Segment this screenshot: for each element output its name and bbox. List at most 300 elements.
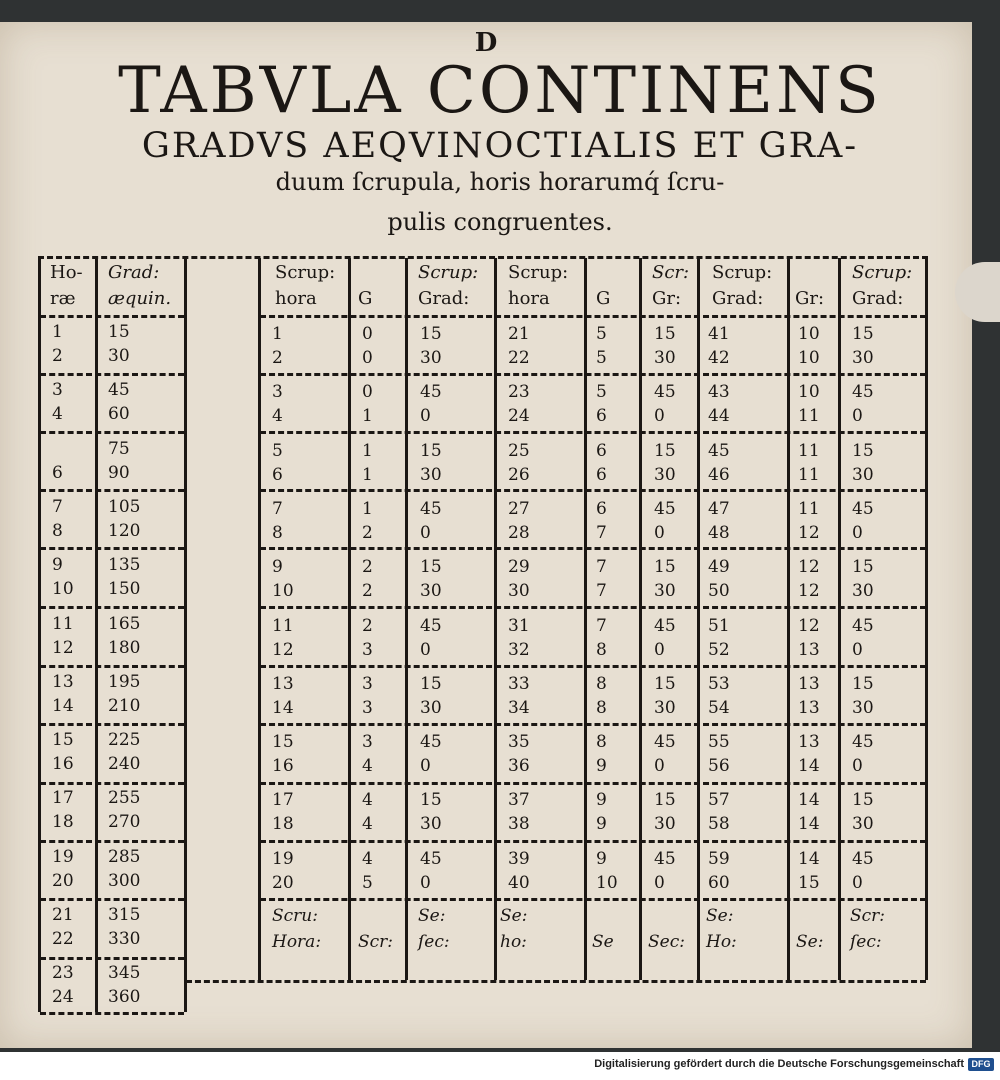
minutes-cell: 30 — [654, 581, 676, 602]
minutes-cell: 30 — [852, 464, 874, 485]
degrees-cell: 90 — [108, 462, 130, 483]
title-line-1: TABVLA CONTINENS — [118, 54, 882, 128]
table-vertical-rule — [787, 258, 790, 980]
minutes-cell: 3 — [362, 673, 373, 694]
minutes-cell: 53 — [708, 673, 730, 694]
degrees-cell: 165 — [108, 613, 141, 634]
minutes-cell: 15 — [420, 324, 442, 344]
minutes-cell: 39 — [508, 848, 530, 869]
minutes-cell: 9 — [596, 848, 607, 869]
minutes-cell: 3 — [362, 732, 373, 753]
minutes-cell: 4 — [362, 848, 373, 869]
minutes-cell: 6 — [596, 498, 607, 519]
minutes-cell: 13 — [798, 673, 820, 694]
minutes-cell: 15 — [852, 324, 874, 344]
minutes-cell: 37 — [508, 790, 530, 811]
table-footer-label-top: Scr: — [850, 906, 886, 926]
minutes-cell: 1 — [362, 406, 373, 427]
column-header-top: Scrup: — [852, 262, 913, 283]
hours-cell: 13 — [52, 671, 74, 692]
degrees-cell: 345 — [108, 963, 141, 984]
minutes-cell: 33 — [508, 673, 530, 694]
hours-group-rule — [40, 315, 184, 318]
minutes-cell: 56 — [708, 756, 730, 777]
minutes-cell: 10 — [272, 581, 294, 602]
minutes-cell: 10 — [798, 324, 820, 344]
minutes-cell: 0 — [654, 756, 665, 777]
minutes-cell: 10 — [798, 382, 820, 403]
degrees-cell: 180 — [108, 637, 141, 658]
minutes-cell: 14 — [798, 814, 820, 835]
minutes-cell: 0 — [362, 382, 373, 403]
degrees-cell: 300 — [108, 870, 141, 891]
table-footer-label-top: Se: — [706, 906, 734, 926]
table-footer-label-top: Se: — [500, 906, 528, 926]
minutes-cell: 5 — [596, 324, 607, 344]
minutes-cell: 5 — [596, 382, 607, 403]
minutes-cell: 11 — [798, 406, 820, 427]
minutes-cell: 45 — [654, 382, 676, 403]
minutes-cell: 45 — [654, 615, 676, 636]
minutes-cell: 24 — [508, 406, 530, 427]
minutes-cell: 15 — [272, 732, 294, 753]
minutes-cell: 15 — [420, 440, 442, 461]
minutes-cell: 32 — [508, 639, 530, 660]
hours-cell: 19 — [52, 846, 74, 867]
degrees-cell: 195 — [108, 671, 141, 692]
degrees-cell: 360 — [108, 987, 141, 1008]
minutes-cell: 1 — [362, 498, 373, 519]
minutes-cell: 18 — [272, 814, 294, 835]
minutes-cell: 3 — [362, 639, 373, 660]
degrees-cell: 240 — [108, 754, 141, 775]
minutes-group-rule — [260, 489, 926, 492]
minutes-cell: 25 — [508, 440, 530, 461]
minutes-cell: 14 — [798, 848, 820, 869]
hours-group-rule — [40, 431, 184, 434]
table-vertical-rule — [925, 258, 928, 980]
column-header-bottom: Gr: — [652, 288, 682, 309]
table-footer-label-bottom: Se — [592, 932, 614, 952]
minutes-cell: 30 — [852, 697, 874, 718]
minutes-cell: 0 — [362, 348, 373, 368]
table-vertical-rule — [639, 258, 642, 980]
minutes-cell: 10 — [798, 348, 820, 368]
minutes-cell: 11 — [798, 440, 820, 461]
minutes-cell: 5 — [272, 440, 283, 461]
table-footer-label-top: Scru: — [272, 906, 318, 926]
minutes-cell: 31 — [508, 615, 530, 636]
column-header-bottom: æquin. — [108, 288, 172, 309]
minutes-cell: 0 — [420, 639, 431, 660]
minutes-cell: 15 — [420, 673, 442, 694]
minutes-cell: 15 — [420, 790, 442, 811]
minutes-cell: 49 — [708, 557, 730, 578]
table-vertical-rule — [697, 258, 700, 980]
table-footer-label-bottom: Se: — [796, 932, 824, 952]
minutes-group-rule — [260, 840, 926, 843]
minutes-cell: 58 — [708, 814, 730, 835]
minutes-cell: 43 — [708, 382, 730, 403]
minutes-cell: 0 — [362, 324, 373, 344]
hours-cell: 10 — [52, 579, 74, 600]
minutes-cell: 14 — [798, 756, 820, 777]
minutes-cell: 60 — [708, 872, 730, 893]
minutes-cell: 30 — [852, 814, 874, 835]
hours-group-rule — [40, 606, 184, 609]
table-footer-label-bottom: Scr: — [358, 932, 394, 952]
minutes-cell: 15 — [798, 872, 820, 893]
hours-group-rule — [40, 723, 184, 726]
hours-group-rule — [40, 665, 184, 668]
minutes-cell: 12 — [798, 581, 820, 602]
minutes-cell: 38 — [508, 814, 530, 835]
minutes-cell: 15 — [852, 673, 874, 694]
hours-cell: 21 — [52, 905, 74, 925]
minutes-cell: 30 — [420, 697, 442, 718]
minutes-cell: 6 — [272, 464, 283, 485]
minutes-cell: 0 — [852, 522, 863, 543]
minutes-cell: 0 — [420, 872, 431, 893]
minutes-cell: 11 — [272, 615, 294, 636]
minutes-cell: 0 — [654, 872, 665, 893]
hours-group-rule — [40, 373, 184, 376]
minutes-cell: 45 — [420, 732, 442, 753]
table-footer-label-bottom: Hora: — [272, 932, 322, 952]
minutes-cell: 0 — [852, 872, 863, 893]
table-footer-label-bottom: Sec: — [648, 932, 685, 952]
minutes-cell: 15 — [420, 557, 442, 578]
minutes-cell: 9 — [596, 756, 607, 777]
minutes-cell: 8 — [596, 732, 607, 753]
degrees-cell: 45 — [108, 380, 130, 401]
minutes-cell: 22 — [508, 348, 530, 368]
minutes-cell: 0 — [654, 522, 665, 543]
column-header-top: Grad: — [108, 262, 160, 283]
degrees-cell: 255 — [108, 788, 141, 809]
minutes-cell: 15 — [852, 557, 874, 578]
minutes-cell: 30 — [654, 464, 676, 485]
minutes-cell: 26 — [508, 464, 530, 485]
degrees-cell: 105 — [108, 496, 141, 517]
degrees-cell: 120 — [108, 520, 141, 541]
minutes-cell: 41 — [708, 324, 730, 344]
minutes-cell: 50 — [708, 581, 730, 602]
column-header-bottom: hora — [508, 288, 550, 309]
minutes-cell: 36 — [508, 756, 530, 777]
minutes-cell: 4 — [362, 814, 373, 835]
minutes-cell: 21 — [508, 324, 530, 344]
minutes-cell: 35 — [508, 732, 530, 753]
minutes-group-rule — [260, 315, 926, 318]
hours-cell: 6 — [52, 462, 63, 483]
hours-cell: 12 — [52, 637, 74, 658]
minutes-cell: 19 — [272, 848, 294, 869]
hours-cell: 3 — [52, 380, 63, 401]
minutes-cell: 2 — [362, 615, 373, 636]
minutes-cell: 3 — [272, 382, 283, 403]
hours-group-rule — [40, 840, 184, 843]
degrees-cell: 225 — [108, 730, 141, 751]
table-vertical-rule — [838, 258, 841, 980]
minutes-cell: 45 — [852, 848, 874, 869]
hours-cell: 22 — [52, 929, 74, 949]
minutes-cell: 13 — [798, 732, 820, 753]
minutes-cell: 12 — [798, 522, 820, 543]
minutes-cell: 6 — [596, 440, 607, 461]
minutes-cell: 4 — [362, 756, 373, 777]
hours-cell: 16 — [52, 754, 74, 775]
minutes-cell: 2 — [362, 581, 373, 602]
degrees-cell: 60 — [108, 404, 130, 425]
degrees-cell: 210 — [108, 695, 141, 716]
minutes-cell: 7 — [596, 581, 607, 602]
minutes-cell: 8 — [272, 522, 283, 543]
minutes-cell: 45 — [420, 498, 442, 519]
minutes-cell: 4 — [362, 790, 373, 811]
hours-cell: 4 — [52, 404, 63, 425]
minutes-cell: 20 — [272, 872, 294, 893]
minutes-cell: 0 — [654, 406, 665, 427]
minutes-cell: 9 — [596, 790, 607, 811]
table-vertical-rule — [348, 258, 351, 980]
digitization-footer — [0, 1052, 1000, 1080]
minutes-cell: 7 — [596, 522, 607, 543]
minutes-group-rule — [260, 431, 926, 434]
degrees-cell: 75 — [108, 438, 130, 459]
minutes-cell: 45 — [654, 732, 676, 753]
minutes-cell: 12 — [798, 557, 820, 578]
minutes-group-rule — [260, 665, 926, 668]
minutes-cell: 0 — [654, 639, 665, 660]
column-header-bottom: Grad: — [852, 288, 904, 309]
minutes-cell: 40 — [508, 872, 530, 893]
minutes-cell: 0 — [852, 756, 863, 777]
hours-group-rule — [40, 957, 184, 960]
minutes-cell: 46 — [708, 464, 730, 485]
minutes-cell: 28 — [508, 522, 530, 543]
minutes-cell: 7 — [272, 498, 283, 519]
minutes-cell: 30 — [654, 814, 676, 835]
degrees-cell: 135 — [108, 555, 141, 576]
minutes-cell: 16 — [272, 756, 294, 777]
minutes-cell: 0 — [852, 639, 863, 660]
minutes-cell: 30 — [654, 348, 676, 368]
hours-group-rule — [40, 547, 184, 550]
minutes-cell: 1 — [362, 440, 373, 461]
minutes-cell: 57 — [708, 790, 730, 811]
minutes-cell: 2 — [272, 348, 283, 368]
minutes-cell: 8 — [596, 639, 607, 660]
minutes-group-rule — [260, 782, 926, 785]
column-header-top: Ho- — [50, 262, 83, 283]
minutes-cell: 5 — [596, 348, 607, 368]
minutes-group-rule — [260, 606, 926, 609]
column-header-top: Scrup: — [275, 262, 336, 283]
minutes-cell: 55 — [708, 732, 730, 753]
column-header-top: Scrup: — [508, 262, 569, 283]
hours-cell: 8 — [52, 520, 63, 541]
minutes-cell: 11 — [798, 498, 820, 519]
minutes-cell: 11 — [798, 464, 820, 485]
minutes-cell: 45 — [420, 615, 442, 636]
minutes-cell: 5 — [362, 872, 373, 893]
hours-cell: 18 — [52, 812, 74, 833]
minutes-cell: 2 — [362, 522, 373, 543]
minutes-cell: 45 — [852, 732, 874, 753]
signature-mark: D — [474, 28, 498, 58]
minutes-cell: 8 — [596, 673, 607, 694]
minutes-cell: 13 — [272, 673, 294, 694]
degrees-cell: 285 — [108, 846, 141, 867]
hours-group-rule — [40, 489, 184, 492]
degrees-cell: 330 — [108, 929, 141, 949]
minutes-cell: 7 — [596, 615, 607, 636]
hours-group-rule — [40, 782, 184, 785]
degrees-cell: 15 — [108, 322, 130, 342]
minutes-cell: 9 — [272, 557, 283, 578]
minutes-cell: 15 — [852, 440, 874, 461]
title-line-2: GRADVS AEQVINOCTIALIS ET GRA- — [141, 126, 859, 166]
minutes-group-rule — [260, 373, 926, 376]
minutes-group-rule — [260, 723, 926, 726]
column-header-bottom: G — [358, 288, 373, 309]
table-footer-label-bottom: ſec: — [418, 932, 450, 952]
minutes-cell: 30 — [420, 348, 442, 368]
dfg-logo-icon: DFG — [968, 1058, 994, 1071]
table-footer-label-bottom: Ho: — [706, 932, 737, 952]
minutes-cell: 30 — [508, 581, 530, 602]
minutes-cell: 45 — [852, 498, 874, 519]
minutes-cell: 14 — [798, 790, 820, 811]
minutes-cell: 29 — [508, 557, 530, 578]
minutes-cell: 30 — [420, 464, 442, 485]
hours-cell: 17 — [52, 788, 74, 809]
minutes-cell: 45 — [654, 498, 676, 519]
minutes-cell: 0 — [420, 406, 431, 427]
minutes-cell: 30 — [654, 697, 676, 718]
minutes-cell: 2 — [362, 557, 373, 578]
minutes-cell: 6 — [596, 406, 607, 427]
column-header-bottom: ræ — [50, 288, 76, 309]
minutes-cell: 12 — [272, 639, 294, 660]
title-line-3: duum ſcrupula, horis horarumq́ ſcru- — [275, 168, 725, 196]
minutes-cell: 47 — [708, 498, 730, 519]
minutes-cell: 45 — [708, 440, 730, 461]
minutes-cell: 30 — [420, 814, 442, 835]
minutes-cell: 17 — [272, 790, 294, 811]
minutes-cell: 23 — [508, 382, 530, 403]
degrees-cell: 315 — [108, 905, 141, 925]
minutes-cell: 4 — [272, 406, 283, 427]
degrees-cell: 150 — [108, 579, 141, 600]
minutes-cell: 14 — [272, 697, 294, 718]
minutes-cell: 0 — [852, 406, 863, 427]
hours-cell: 14 — [52, 695, 74, 716]
minutes-cell: 48 — [708, 522, 730, 543]
minutes-cell: 15 — [654, 324, 676, 344]
hours-cell: 15 — [52, 730, 74, 751]
minutes-group-rule — [260, 898, 926, 901]
minutes-cell: 30 — [852, 348, 874, 368]
column-header-top: Scrup: — [418, 262, 479, 283]
minutes-cell: 54 — [708, 697, 730, 718]
column-header-bottom: hora — [275, 288, 317, 309]
table-top-rule — [38, 256, 928, 259]
table-vertical-rule — [258, 258, 261, 980]
minutes-cell: 45 — [420, 848, 442, 869]
table-vertical-rule — [405, 258, 408, 980]
table-footer-label-bottom: ho: — [500, 932, 527, 952]
minutes-bottom-rule — [186, 980, 926, 983]
column-header-bottom: Grad: — [418, 288, 470, 309]
minutes-cell: 45 — [420, 382, 442, 403]
minutes-cell: 10 — [596, 872, 618, 893]
minutes-cell: 45 — [852, 615, 874, 636]
hours-cell: 20 — [52, 870, 74, 891]
minutes-cell: 3 — [362, 697, 373, 718]
minutes-cell: 34 — [508, 697, 530, 718]
column-header-top: Scr: — [652, 262, 690, 283]
hours-cell: 23 — [52, 963, 74, 984]
minutes-cell: 45 — [852, 382, 874, 403]
table-vertical-rule — [584, 258, 587, 980]
minutes-cell: 44 — [708, 406, 730, 427]
minutes-cell: 30 — [852, 581, 874, 602]
minutes-cell: 45 — [654, 848, 676, 869]
minutes-cell: 15 — [654, 557, 676, 578]
minutes-cell: 30 — [420, 581, 442, 602]
column-header-top: Scrup: — [712, 262, 773, 283]
minutes-cell: 1 — [272, 324, 283, 344]
minutes-cell: 15 — [654, 790, 676, 811]
table-vertical-rule — [184, 258, 187, 1012]
minutes-cell: 15 — [852, 790, 874, 811]
minutes-cell: 13 — [798, 697, 820, 718]
hours-cell: 9 — [52, 555, 63, 576]
degrees-cell: 30 — [108, 346, 130, 366]
column-header-bottom: Grad: — [712, 288, 764, 309]
funding-credit: Digitalisierung gefördert durch die Deutsche Forschungsgemeinschaft — [594, 1058, 964, 1070]
table-footer-label-bottom: ſec: — [850, 932, 882, 952]
hours-cell: 2 — [52, 346, 63, 366]
hours-cell: 11 — [52, 613, 74, 634]
minutes-cell: 42 — [708, 348, 730, 368]
minutes-cell: 27 — [508, 498, 530, 519]
degrees-cell: 270 — [108, 812, 141, 833]
hours-bottom-rule — [40, 1012, 184, 1015]
minutes-cell: 15 — [654, 673, 676, 694]
minutes-group-rule — [260, 547, 926, 550]
minutes-cell: 0 — [420, 756, 431, 777]
column-header-bottom: Gr: — [795, 288, 825, 309]
minutes-cell: 8 — [596, 697, 607, 718]
minutes-cell: 0 — [420, 522, 431, 543]
minutes-cell: 52 — [708, 639, 730, 660]
minutes-cell: 1 — [362, 464, 373, 485]
column-header-bottom: G — [596, 288, 611, 309]
table-vertical-rule — [494, 258, 497, 980]
minutes-cell: 13 — [798, 639, 820, 660]
table-footer-label-top: Se: — [418, 906, 446, 926]
minutes-cell: 51 — [708, 615, 730, 636]
minutes-cell: 9 — [596, 814, 607, 835]
hours-group-rule — [40, 898, 184, 901]
minutes-cell: 15 — [654, 440, 676, 461]
hours-cell: 24 — [52, 987, 74, 1008]
hours-cell: 1 — [52, 322, 63, 342]
minutes-cell: 6 — [596, 464, 607, 485]
